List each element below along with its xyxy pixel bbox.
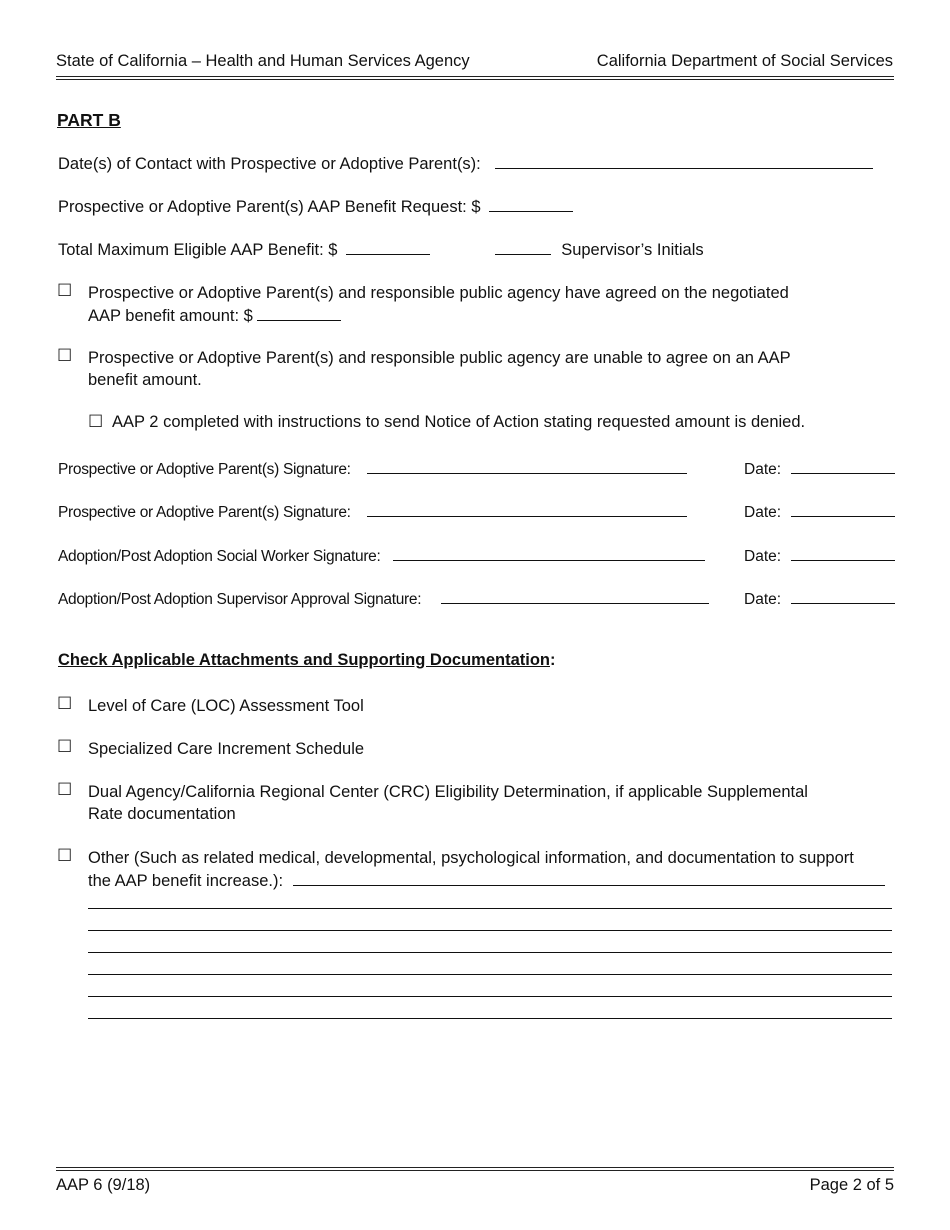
benefit-request-label: Prospective or Adoptive Parent(s) AAP Benefit Request: $ bbox=[58, 198, 481, 216]
loc-text: Level of Care (LOC) Assessment Tool bbox=[88, 697, 364, 715]
contact-dates-row bbox=[58, 152, 873, 174]
aap2-checkbox[interactable]: ☐ bbox=[88, 412, 104, 431]
signature-label-4: Adoption/Post Adoption Supervisor Approval Signature: bbox=[58, 591, 422, 608]
attachments-title-text: Check Applicable Attachments and Supporting Documentation bbox=[58, 651, 550, 669]
other-line2: the AAP benefit increase.): bbox=[88, 872, 284, 890]
attachments-title-suffix: : bbox=[550, 651, 556, 669]
date-field-2[interactable] bbox=[791, 500, 895, 517]
signature-field-4[interactable] bbox=[441, 587, 709, 604]
unable-checkbox[interactable]: ☐ bbox=[57, 346, 73, 365]
date-label-1: Date: bbox=[744, 461, 782, 478]
header-rule-bottom bbox=[56, 79, 894, 80]
date-row-3 bbox=[744, 544, 895, 566]
other-text bbox=[88, 847, 885, 892]
attachments-title bbox=[58, 651, 556, 670]
signature-field-2[interactable] bbox=[367, 500, 687, 517]
agreed-checkbox[interactable]: ☐ bbox=[57, 281, 73, 300]
date-row-4 bbox=[744, 587, 895, 609]
other-details-field[interactable] bbox=[293, 869, 885, 886]
date-label-4: Date: bbox=[744, 591, 782, 608]
page-number: Page 2 of 5 bbox=[809, 1176, 894, 1194]
other-fill-line[interactable] bbox=[88, 930, 892, 931]
other-line2-row bbox=[88, 869, 885, 892]
supervisor-initials-label: Supervisor’s Initials bbox=[561, 241, 704, 259]
part-title: PART B bbox=[57, 110, 121, 130]
other-fill-line[interactable] bbox=[88, 974, 892, 975]
other-line1: Other (Such as related medical, developmental, psychological information, and documentation to support bbox=[88, 849, 854, 867]
signature-row-4 bbox=[58, 587, 709, 609]
sci-text: Specialized Care Increment Schedule bbox=[88, 740, 365, 758]
other-fill-line[interactable] bbox=[88, 1018, 892, 1019]
unable-line2: benefit amount. bbox=[88, 371, 202, 389]
signature-field-1[interactable] bbox=[367, 457, 687, 474]
max-benefit-label: Total Maximum Eligible AAP Benefit: $ bbox=[58, 241, 338, 259]
other-fill-line[interactable] bbox=[88, 952, 892, 953]
agreed-text bbox=[88, 282, 789, 327]
dual-agency-line1: Dual Agency/California Regional Center (CRC) Eligibility Determination, if applicable Supplemental bbox=[88, 783, 808, 801]
date-label-3: Date: bbox=[744, 548, 782, 565]
agreed-line2-row bbox=[88, 304, 789, 327]
aap2-text: AAP 2 completed with instructions to send Notice of Action stating requested amount is denied. bbox=[112, 413, 806, 431]
dual-agency-text bbox=[88, 781, 808, 825]
dual-agency-line2: Rate documentation bbox=[88, 805, 236, 823]
signature-label-2: Prospective or Adoptive Parent(s) Signature: bbox=[58, 504, 351, 521]
other-fill-line[interactable] bbox=[88, 996, 892, 997]
other-checkbox[interactable]: ☐ bbox=[57, 846, 73, 865]
footer-rule-bottom bbox=[56, 1170, 894, 1171]
unable-text bbox=[88, 347, 791, 391]
contact-dates-field[interactable] bbox=[495, 152, 873, 169]
footer-rule-top bbox=[56, 1167, 894, 1168]
agreed-line2: AAP benefit amount: $ bbox=[88, 307, 253, 325]
signature-label-1: Prospective or Adoptive Parent(s) Signature: bbox=[58, 461, 351, 478]
contact-dates-label: Date(s) of Contact with Prospective or Adoptive Parent(s): bbox=[58, 155, 481, 173]
sci-checkbox[interactable]: ☐ bbox=[57, 737, 73, 756]
agreed-amount-field[interactable] bbox=[257, 304, 341, 321]
header-rule-top bbox=[56, 76, 894, 77]
header-department: California Department of Social Services bbox=[596, 52, 893, 70]
dual-agency-checkbox[interactable]: ☐ bbox=[57, 780, 73, 799]
signature-row-1 bbox=[58, 457, 687, 479]
date-field-1[interactable] bbox=[791, 457, 895, 474]
signature-row-3 bbox=[58, 544, 705, 566]
header-agency: State of California – Health and Human Services Agency bbox=[56, 52, 470, 70]
other-fill-line[interactable] bbox=[88, 908, 892, 909]
max-benefit-field[interactable] bbox=[346, 238, 430, 255]
date-row-1 bbox=[744, 457, 895, 479]
signature-row-2 bbox=[58, 500, 687, 522]
max-benefit-row bbox=[58, 238, 704, 260]
loc-checkbox[interactable]: ☐ bbox=[57, 694, 73, 713]
supervisor-initials-field[interactable] bbox=[495, 238, 551, 255]
signature-field-3[interactable] bbox=[393, 544, 705, 561]
agreed-line1: Prospective or Adoptive Parent(s) and responsible public agency have agreed on the negotiated bbox=[88, 284, 789, 302]
date-field-3[interactable] bbox=[791, 544, 895, 561]
date-row-2 bbox=[744, 500, 895, 522]
form-number: AAP 6 (9/18) bbox=[56, 1176, 151, 1194]
signature-label-3: Adoption/Post Adoption Social Worker Signature: bbox=[58, 548, 381, 565]
date-field-4[interactable] bbox=[791, 587, 895, 604]
date-label-2: Date: bbox=[744, 504, 782, 521]
benefit-request-row bbox=[58, 195, 573, 217]
benefit-request-field[interactable] bbox=[489, 195, 573, 212]
unable-line1: Prospective or Adoptive Parent(s) and responsible public agency are unable to agree on an AAP bbox=[88, 349, 791, 367]
